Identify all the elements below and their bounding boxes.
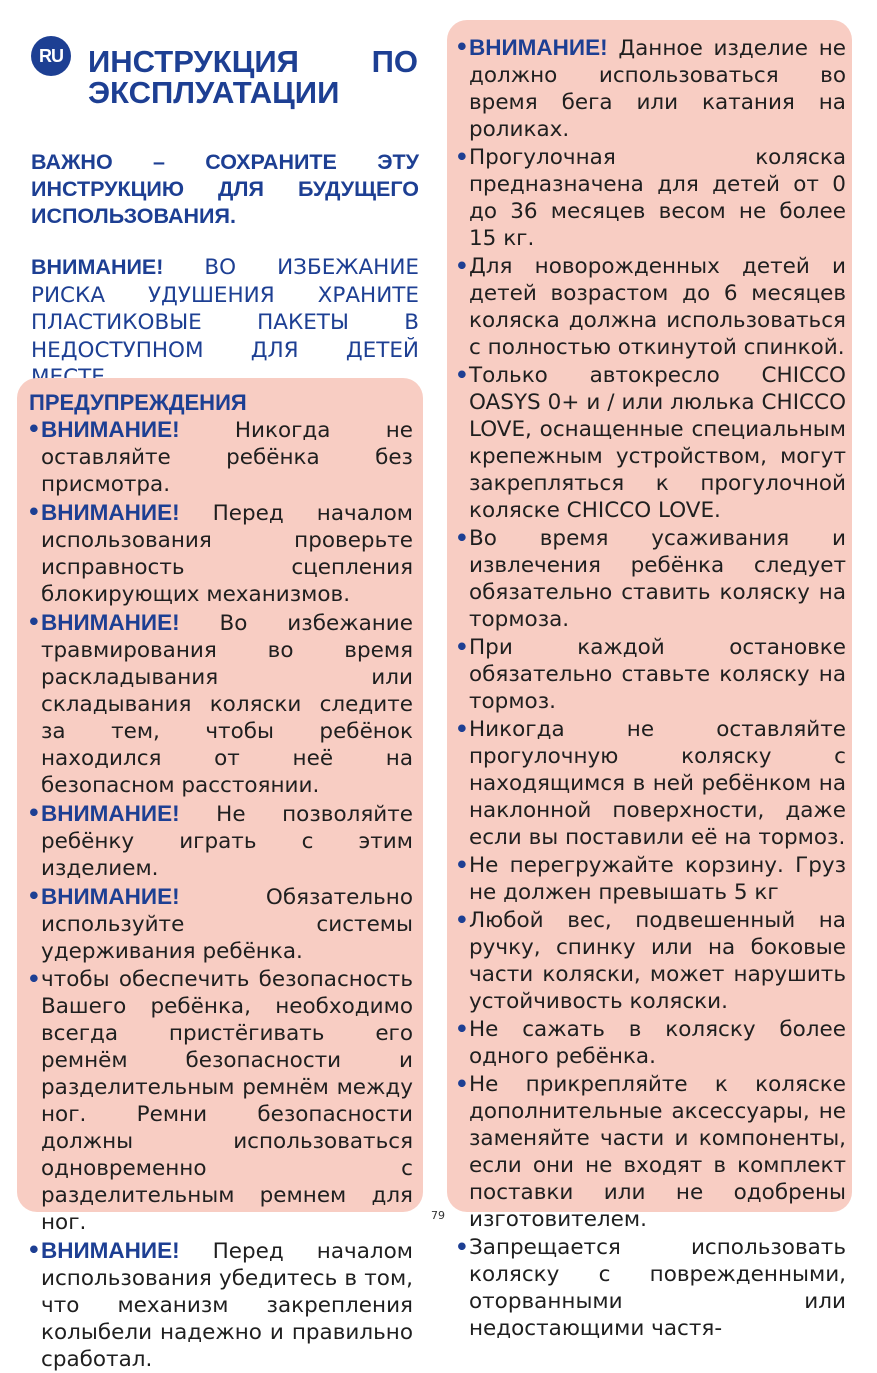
warning-text: Никогда не оставляйте ребёнка без присмотра. xyxy=(41,418,413,497)
list-item xyxy=(455,1071,846,1233)
list-item xyxy=(455,716,846,851)
warning-text: Данное изделие не должно использоваться во время бега или катания на роликах. xyxy=(469,36,846,142)
warning-text: Не прикрепляйте к коляске дополнительные аксессуары, не заменяйте части и компоненты, если они не входят в комплект поставки или не одобрены изготовителем. xyxy=(469,1072,846,1232)
list-item xyxy=(455,1016,846,1070)
list-item xyxy=(455,852,846,906)
list-item xyxy=(27,416,413,498)
list-item xyxy=(455,634,846,715)
warning-text: чтобы обеспечить безопасность Вашего ребёнка, необходимо всегда пристёгивать его ремнём безопасности и разделительным ремнём между ног. Ремни безопасности должны использоваться одновременно с разделительным ремнем для ног. xyxy=(41,967,413,1235)
warning-text: Прогулочная коляска предназначена для детей от 0 до 36 месяцев весом не более 15 кг. xyxy=(469,145,846,251)
list-item xyxy=(27,1237,413,1373)
warning-label: ВНИМАНИЕ! xyxy=(41,417,180,442)
warning-label: ВНИМАНИЕ! xyxy=(41,500,180,525)
list-item xyxy=(455,362,846,524)
warning-label: ВНИМАНИЕ! xyxy=(469,35,608,60)
warning-text: Не сажать в коляску более одного ребёнка. xyxy=(469,1017,846,1069)
list-item xyxy=(455,144,846,252)
list-item xyxy=(27,883,413,965)
warnings-list-left xyxy=(27,416,413,1373)
list-item xyxy=(27,800,413,882)
page-title: ИНСТРУКЦИЯ ПО ЭКСПЛУАТАЦИИ xyxy=(88,44,418,110)
list-item xyxy=(27,966,413,1236)
warning-label: ВНИМАНИЕ! xyxy=(41,610,180,635)
list-item xyxy=(455,253,846,361)
warning-text: Обязательно используйте системы удерживания ребёнка. xyxy=(41,885,413,964)
warning-text: Во время усаживания и извлечения ребёнка следует обязательно ставить коляску на тормоза. xyxy=(469,526,846,632)
warning-label: ВНИМАНИЕ! xyxy=(41,884,180,909)
list-item xyxy=(455,525,846,633)
warnings-box-left xyxy=(17,378,423,1372)
list-item xyxy=(455,1234,846,1342)
list-item xyxy=(455,907,846,1015)
warning-text: Перед началом использования убедитесь в том, что механизм закрепления колыбели надежно и правильно сработал. xyxy=(41,1239,413,1372)
warning-text: Только автокресло CHICCO OASYS 0+ и / или люлька CHICCO LOVE, оснащенные специальным крепежным устройством, могут закрепляться к прогулочной коляске CHICCO LOVE. xyxy=(469,363,846,523)
important-note: ВАЖНО – СОХРАНИТЕ ЭТУ ИНСТРУКЦИЮ ДЛЯ БУДУЩЕГО ИСПОЛЬЗОВАНИЯ. xyxy=(31,150,419,228)
warning-text: Во избежание травмирования во время раскладывания или складывания коляски следите за тем, чтобы ребёнок находился от неё на безопасном расстоянии. xyxy=(41,611,413,798)
warning-label: ВНИМАНИЕ! xyxy=(41,801,180,826)
warning-text: Не позволяйте ребёнку играть с этим изделием. xyxy=(41,802,413,881)
warning-text: Перед началом использования проверьте исправность сцепления блокирующих механизмов. xyxy=(41,501,413,607)
list-item xyxy=(27,609,413,799)
warning-text: Не перегружайте корзину. Груз не должен превышать 5 кг xyxy=(469,853,846,905)
warning-text: При каждой остановке обязательно ставьте коляску на тормоз. xyxy=(469,635,846,714)
warnings-heading: ПРЕДУПРЕЖДЕНИЯ xyxy=(29,390,247,415)
warning-label: ВНИМАНИЕ! xyxy=(41,1238,180,1263)
attention-note xyxy=(31,254,419,392)
list-item xyxy=(27,499,413,608)
language-badge: RU xyxy=(31,36,71,76)
attention-label: ВНИМАНИЕ! xyxy=(31,255,164,279)
warnings-box-right xyxy=(447,20,852,1341)
warning-text: Никогда не оставляйте прогулочную коляску с находящимся в ней ребёнком на наклонной поверхности, даже если вы поставили её на тормоз. xyxy=(469,717,846,850)
warning-text: Для новорожденных детей и детей возрастом до 6 месяцев коляска должна использоваться с полностью откинутой спинкой. xyxy=(469,254,846,360)
warning-text: Запрещается использовать коляску с поврежденными, оторванными или недостающими частя- xyxy=(469,1235,846,1341)
attention-text: ВО ИЗБЕЖАНИЕ РИСКА УДУШЕНИЯ ХРАНИТЕ ПЛАСТИКОВЫЕ ПАКЕТЫ В НЕДОСТУПНОМ ДЛЯ ДЕТЕЙ xyxy=(31,255,419,363)
warning-text: Любой вес, подвешенный на ручку, спинку или на боковые части коляски, может нарушить устойчивость коляски. xyxy=(469,908,846,1014)
page-number: 79 xyxy=(431,1209,445,1222)
list-item xyxy=(455,34,846,143)
warnings-list-right xyxy=(455,34,846,1342)
